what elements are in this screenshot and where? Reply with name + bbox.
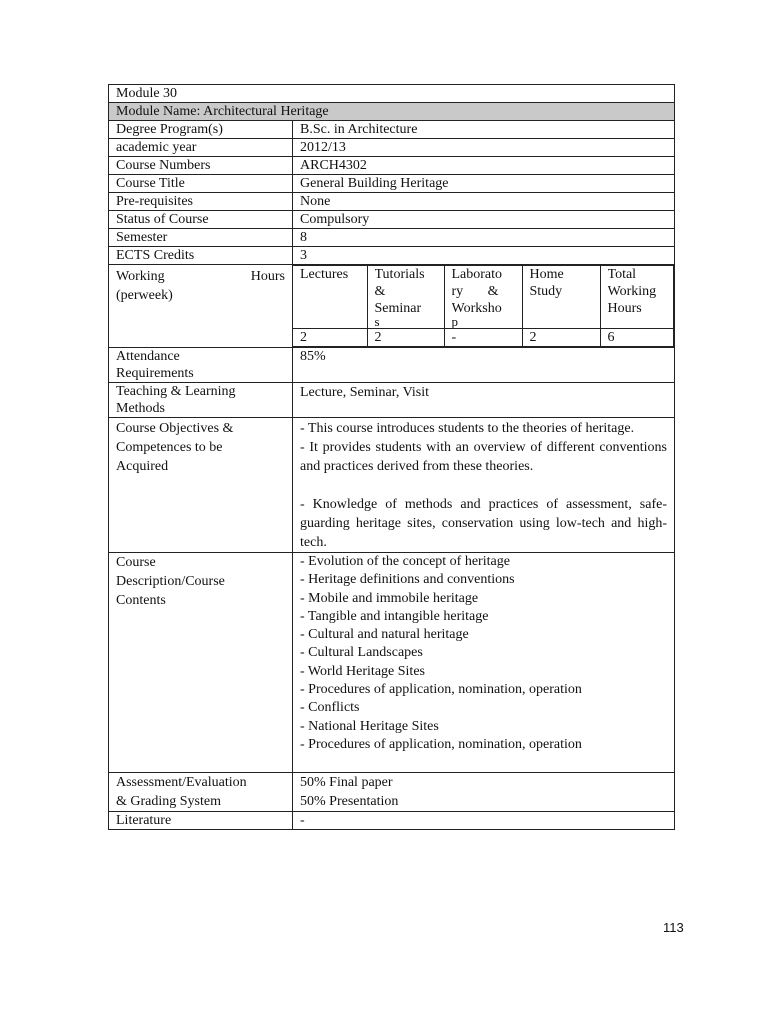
row-degree: [109, 121, 675, 139]
row-label: Literature: [109, 812, 293, 830]
row-label: Degree Program(s): [109, 121, 293, 139]
working-hours-table: [293, 265, 674, 347]
row-label: Status of Course: [109, 211, 293, 229]
list-item: - Evolution of the concept of heritage: [300, 554, 510, 569]
val-total: 6: [600, 329, 674, 347]
val-tutorials: 2: [367, 329, 444, 347]
row-value: B.Sc. in Architecture: [293, 121, 675, 139]
teaching-value: Lecture, Seminar, Visit: [293, 383, 675, 418]
row-value: -: [293, 812, 675, 830]
val-home-study: 2: [522, 329, 600, 347]
row-label: Course Numbers: [109, 157, 293, 175]
row-literature: [109, 812, 675, 830]
perweek-label: (perweek): [116, 288, 173, 303]
row-ects: [109, 247, 675, 265]
list-item: - World Heritage Sites: [300, 663, 425, 679]
list-item: - Conflicts: [300, 700, 360, 716]
row-label: ECTS Credits: [109, 247, 293, 265]
row-label: Semester: [109, 229, 293, 247]
row-teaching: Teaching & Learning Methods Lecture, Seminar, Visit: [109, 383, 675, 418]
list-item: - Mobile and immobile heritage: [300, 590, 479, 606]
col-total: Total Working Hours: [600, 266, 674, 329]
list-item: - Procedures of application, nomination, operation: [300, 682, 582, 698]
row-label: Course Title: [109, 175, 293, 193]
list-item: - National Heritage Sites: [300, 718, 439, 734]
val-lectures: 2: [293, 329, 367, 347]
row-value: None: [293, 193, 675, 211]
col-lectures: Lectures: [293, 266, 367, 329]
row-attendance: Attendance Requirements 85%: [109, 348, 675, 383]
list-item: - Cultural Landscapes: [300, 645, 423, 661]
attendance-value: 85%: [293, 348, 675, 383]
row-label: Pre-requisites: [109, 193, 293, 211]
module-number: Module 30: [109, 85, 675, 103]
val-laboratory: -: [444, 329, 522, 347]
row-value: 2012/13: [293, 139, 675, 157]
row-course-title: [109, 175, 675, 193]
row-status: [109, 211, 675, 229]
assessment-value: 50% Final paper 50% Presentation: [293, 773, 675, 812]
page-number: 113: [663, 920, 684, 935]
list-item: - Procedures of application, nomination, operation: [300, 736, 582, 752]
row-value: General Building Heritage: [293, 175, 675, 193]
row-working-hours: [109, 265, 675, 348]
module-table: [108, 84, 675, 830]
row-value: 3: [293, 247, 675, 265]
row-value: Compulsory: [293, 211, 675, 229]
list-item: - Heritage definitions and conventions: [300, 572, 515, 588]
hours-label: Hours: [250, 269, 285, 284]
row-objectives: Course Objectives & Competences to be Acquired - This course introduces students to the theories of heritage. - It provides students with an overview of different conventions and practices derived from these theories. - Knowledge of methods and practices of assessment, safe-guarding heritage sites, conservation using low-tech and high-tech.: [109, 418, 675, 553]
row-course-numbers: [109, 157, 675, 175]
module-name: Module Name: Architectural Heritage: [109, 103, 675, 121]
row-contents: Course Description/Course Contents - Evolution of the concept of heritage - Heritage definitions and conventions - Mobile and immobile heritage - Tangible and intangible heritage - Cultural and natural heritage - Cultural Landscapes - World Heritage Sites - Procedures of application, nomination, operation - Conflicts - National Heritage Sites - Procedures of application, nomination, operation: [109, 553, 675, 773]
col-home-study: Home Study: [522, 266, 600, 329]
row-value: 8: [293, 229, 675, 247]
row-value: ARCH4302: [293, 157, 675, 175]
col-laboratory: Laborato ry & Worksho p: [444, 266, 522, 329]
list-item: - Cultural and natural heritage: [300, 627, 469, 643]
row-semester: [109, 229, 675, 247]
list-item: - Tangible and intangible heritage: [300, 608, 489, 624]
row-year: [109, 139, 675, 157]
objectives-text: - This course introduces students to the theories of heritage. - It provides students with an overview of different conventions and practices derived from these theories. - Knowledge of methods and practices of assessment, safe-guarding heritage sites, conservation using low-tech and high-tech.: [293, 418, 675, 553]
row-prerequisites: [109, 193, 675, 211]
working-label: Working: [116, 269, 165, 284]
row-label: academic year: [109, 139, 293, 157]
contents-list: [293, 553, 675, 773]
col-tutorials: Tutorials & Seminar s: [367, 266, 444, 329]
row-assessment: Assessment/Evaluation & Grading System 50% Final paper 50% Presentation: [109, 773, 675, 812]
